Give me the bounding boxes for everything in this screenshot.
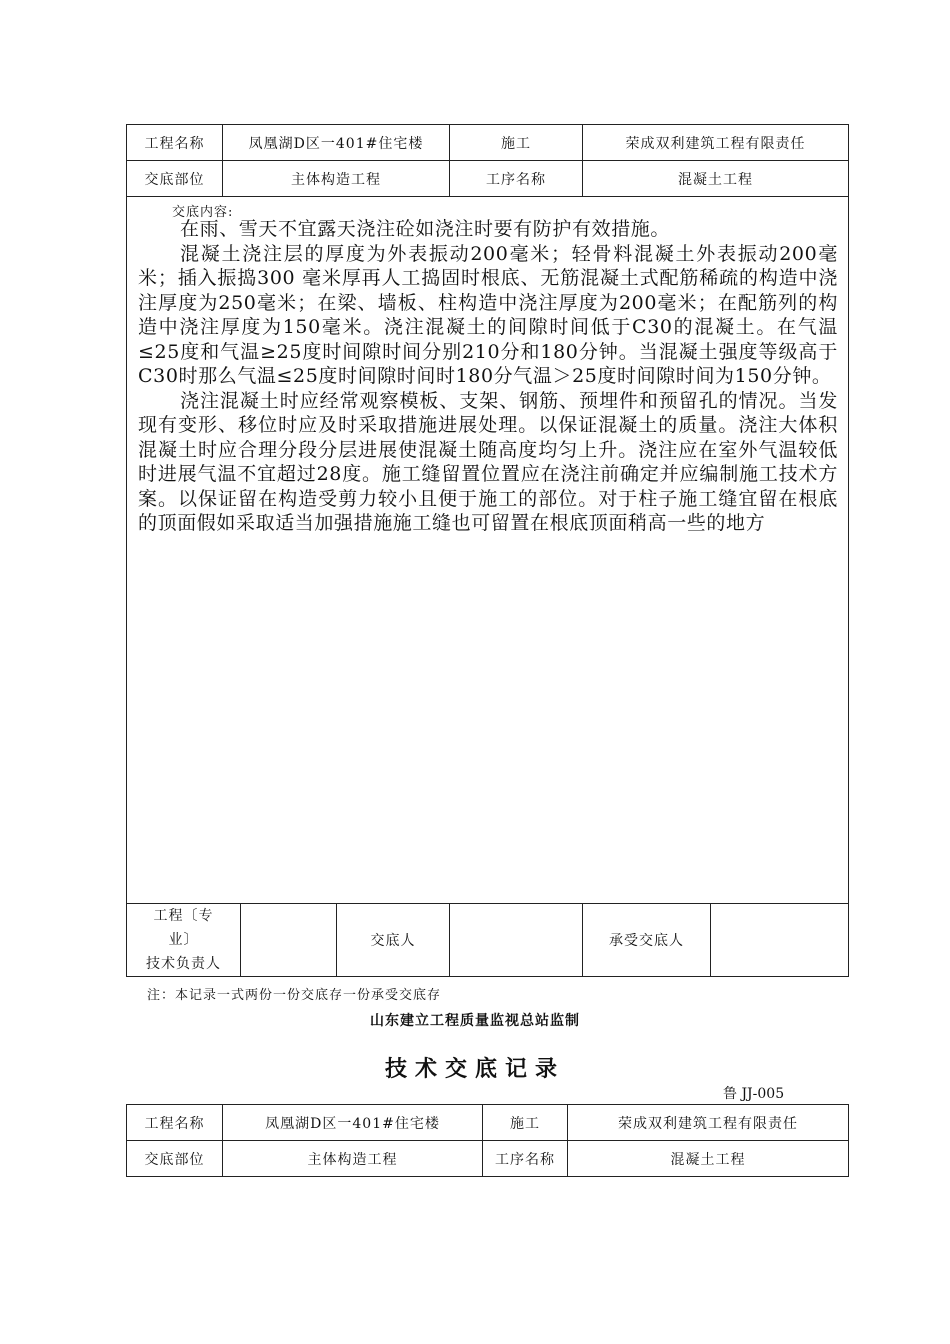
tech-lead-label-line: 工程〔专 [153,908,214,924]
discloser-signature-field[interactable] [450,904,583,977]
content-body [138,217,838,536]
tech-lead-label [127,904,241,977]
disclosure-form [126,124,849,977]
content-paragraph: 混凝土浇注层的厚度为外表振动200毫米；轻骨料混凝土外表振动200毫米；插入振捣300 毫米厚再人工捣固时根底、无筋混凝土式配筋稀疏的构造中浇注厚度为250毫米；在梁、墙板、柱构造中浇注厚度为200毫米；在配筋列的构造中浇注厚度为150毫米。浇注混凝土的间隙时间低于C30的混凝土。在气温≤25度和气温≥25度时间隙时间分别210分和180分钟。当混凝土强度等级高于C30时那么气温≤25度时间隙时间时180分气温＞25度时间隙时间为150分钟。 [138,242,838,387]
signature-row [127,904,849,977]
record-note: 注：本记录一式两份一份交底存一份承受交底存 [147,988,442,1003]
issuer-line: 山东建立工程质量监视总站监制 [370,1013,580,1029]
contractor-value: 荣成双利建筑工程有限责任 [568,1105,849,1141]
process-label: 工序名称 [450,161,583,197]
content-paragraph: 浇注混凝土时应经常观察模板、支架、钢筋、预埋件和预留孔的情况。当发现有变形、移位时应及时采取措施进展处理。以保证混凝土的质量。浇注大体积混凝土时应合理分段分层进展使混凝土随高度均匀上升。浇注应在室外气温较低时进展气温不宜超过28度。施工缝留置位置应在浇注前确定并应编制施工技术方案。以保证留在构造受剪力较小且便于施工的部位。对于柱子施工缝宜留在根底的顶面假如采取适当加强措施施工缝也可留置在根底顶面稍高一些的地方 [138,389,838,534]
receiver-signature-field[interactable] [711,904,849,977]
content-paragraph: 在雨、雪天不宜露天浇注砼如浇注时要有防护有效措施。 [180,218,671,240]
contractor-value: 荣成双利建筑工程有限责任 [583,125,849,161]
discloser-label: 交底人 [337,904,450,977]
process-value: 混凝土工程 [568,1141,849,1177]
part-label: 交底部位 [127,161,223,197]
part-row [127,1141,849,1177]
part-value: 主体构造工程 [223,161,450,197]
document-title: 技术交底记录 [384,1056,565,1082]
process-value: 混凝土工程 [583,161,849,197]
tech-lead-signature-field[interactable] [241,904,337,977]
content-row [127,197,849,904]
process-label: 工序名称 [483,1141,568,1177]
project-name-label: 工程名称 [127,1105,223,1141]
part-row [127,161,849,197]
contractor-label: 施工 [483,1105,568,1141]
disclosure-form-2 [126,1104,849,1177]
document-code: 鲁 JJ-005 [723,1086,785,1102]
project-name-value: 凤凰湖D区一401#住宅楼 [223,1105,483,1141]
contractor-label: 施工 [450,125,583,161]
part-value: 主体构造工程 [223,1141,483,1177]
project-row [127,1105,849,1141]
part-label: 交底部位 [127,1141,223,1177]
project-row [127,125,849,161]
tech-lead-label-line: 业〕 [168,932,199,948]
content-label: 交底内容: [172,205,234,220]
content-cell [127,197,849,904]
receiver-label: 承受交底人 [583,904,711,977]
project-name-value: 凤凰湖D区一401#住宅楼 [223,125,450,161]
tech-lead-label-line: 技术负责人 [146,956,221,972]
project-name-label: 工程名称 [127,125,223,161]
